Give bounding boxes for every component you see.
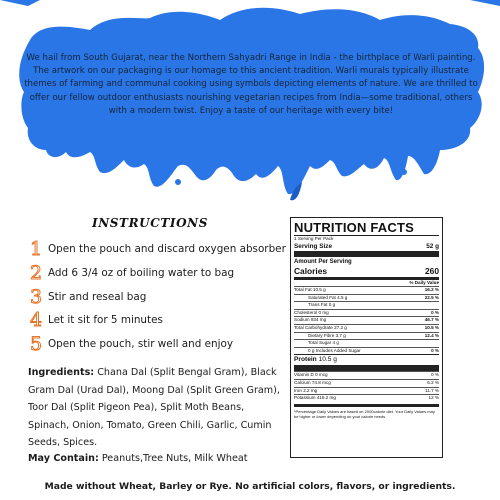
calories-label: Calories bbox=[294, 266, 328, 276]
step-text: Open the pouch and discard oxygen absorber bbox=[48, 243, 286, 255]
instruction-step-2 bbox=[26, 262, 234, 284]
nutrient-row: Total Sugar 4 g bbox=[294, 339, 439, 347]
nutrient-row: Total Carbohydrate 27.2 g 10.5 % bbox=[294, 324, 439, 330]
calories-row bbox=[294, 266, 439, 277]
vitamin-row: Potassium 419.2 mg 12 % bbox=[294, 395, 439, 401]
step-number: 5 bbox=[29, 333, 43, 355]
nutrient-row: Saturated Fat 4.5 g 22.5 % bbox=[294, 294, 439, 302]
allergen-label: May Contain: bbox=[28, 453, 99, 464]
footer-claims: Made without Wheat, Barley or Rye. No artificial colors, flavors, or ingredients. bbox=[44, 481, 456, 492]
instruction-step-5 bbox=[26, 333, 233, 355]
step-number: 1 bbox=[29, 238, 43, 260]
ingredients-label: Ingredients: bbox=[28, 367, 95, 378]
serving-size-row bbox=[294, 242, 439, 251]
vitamin-row: Iron 2.2 mg 11.7 % bbox=[294, 387, 439, 393]
brand-story-paragraph: We hail from South Gujarat, near the Northern Sahyadri Range in India - the birthplace of Warli painting. The artwork on our packaging is our homage to this ancient tradition. Warli murals typically illustrate themes of farming and communal cooking using symbols depicting elements of nature. We are thrilled to offer our fellow outdoor enthusiasts nourishing vegetarian recipes from India—some traditional, others with a modern twist. Enjoy a taste of our heritage with every bite! bbox=[24, 53, 478, 116]
ingredients-text: Chana Dal (Split Bengal Gram), Black Gram Dal (Urad Dal), Moong Dal (Split Green Gram), Toor Dal (Split Pigeon Pea), Split Moth Beans, Spinach, Onion, Tomato, Green Chili, Garlic, Cumin Seeds, Spices. bbox=[28, 367, 280, 449]
protein-label: Protein bbox=[294, 356, 317, 364]
amount-per-serving: Amount Per Serving bbox=[294, 259, 352, 265]
nutrient-row: Trans Fat 0 g bbox=[294, 301, 439, 309]
step-text: Let it sit for 5 minutes bbox=[48, 314, 163, 326]
instruction-step-3 bbox=[26, 286, 146, 308]
calories-value: 260 bbox=[425, 266, 439, 276]
instruction-step-1 bbox=[26, 238, 286, 260]
instruction-step-4 bbox=[26, 309, 163, 331]
vitamin-row: Calcium 74.8 mcg 6.2 % bbox=[294, 379, 439, 385]
nutrition-title: NUTRITION FACTS bbox=[294, 220, 414, 235]
serving-size-value: 52 g bbox=[426, 243, 439, 250]
allergen-text: Peanuts,Tree Nuts, Milk Wheat bbox=[101, 453, 248, 464]
protein-row bbox=[294, 355, 439, 365]
nutrient-row: Sodium 934 mg 46.7 % bbox=[294, 317, 439, 323]
step-number: 2 bbox=[29, 262, 43, 284]
ingredients-section bbox=[28, 364, 286, 452]
vitamin-row: Vitamin D 0 mcg 0 % bbox=[294, 372, 439, 378]
servings-per-pack: 1 Serving Per Pack bbox=[294, 236, 334, 241]
nutrient-row: Total Fat 10.5 g 16.2 % bbox=[294, 287, 439, 292]
serving-size-label: Serving Size bbox=[294, 243, 333, 250]
step-number: 4 bbox=[29, 309, 43, 331]
allergen-section bbox=[28, 453, 288, 464]
step-text: Add 6 3/4 oz of boiling water to bag bbox=[48, 267, 235, 279]
step-number: 3 bbox=[29, 286, 43, 308]
nutrition-facts-panel bbox=[290, 217, 443, 458]
nutrient-row: Dietary Fibre 3.7 g 12.4 % bbox=[294, 332, 439, 340]
nutrition-footnote: *Percentage Daily Values are based on 2000calorie diet. Your Daily Values may be higher or lower depending on your calorie needs bbox=[294, 408, 435, 419]
instructions-title: INSTRUCTIONS bbox=[92, 216, 208, 230]
daily-value-header: % Daily Value bbox=[409, 280, 439, 285]
step-text: Open the pouch, stir well and enjoy bbox=[48, 338, 233, 350]
step-text: Stir and reseal bag bbox=[48, 291, 147, 303]
nutrient-row: 0 g Includes Added Sugar 0 % bbox=[294, 347, 439, 355]
protein-value: 10.5 g bbox=[318, 356, 337, 364]
nutrient-row: Cholesterol 0 mg 0 % bbox=[294, 309, 439, 315]
